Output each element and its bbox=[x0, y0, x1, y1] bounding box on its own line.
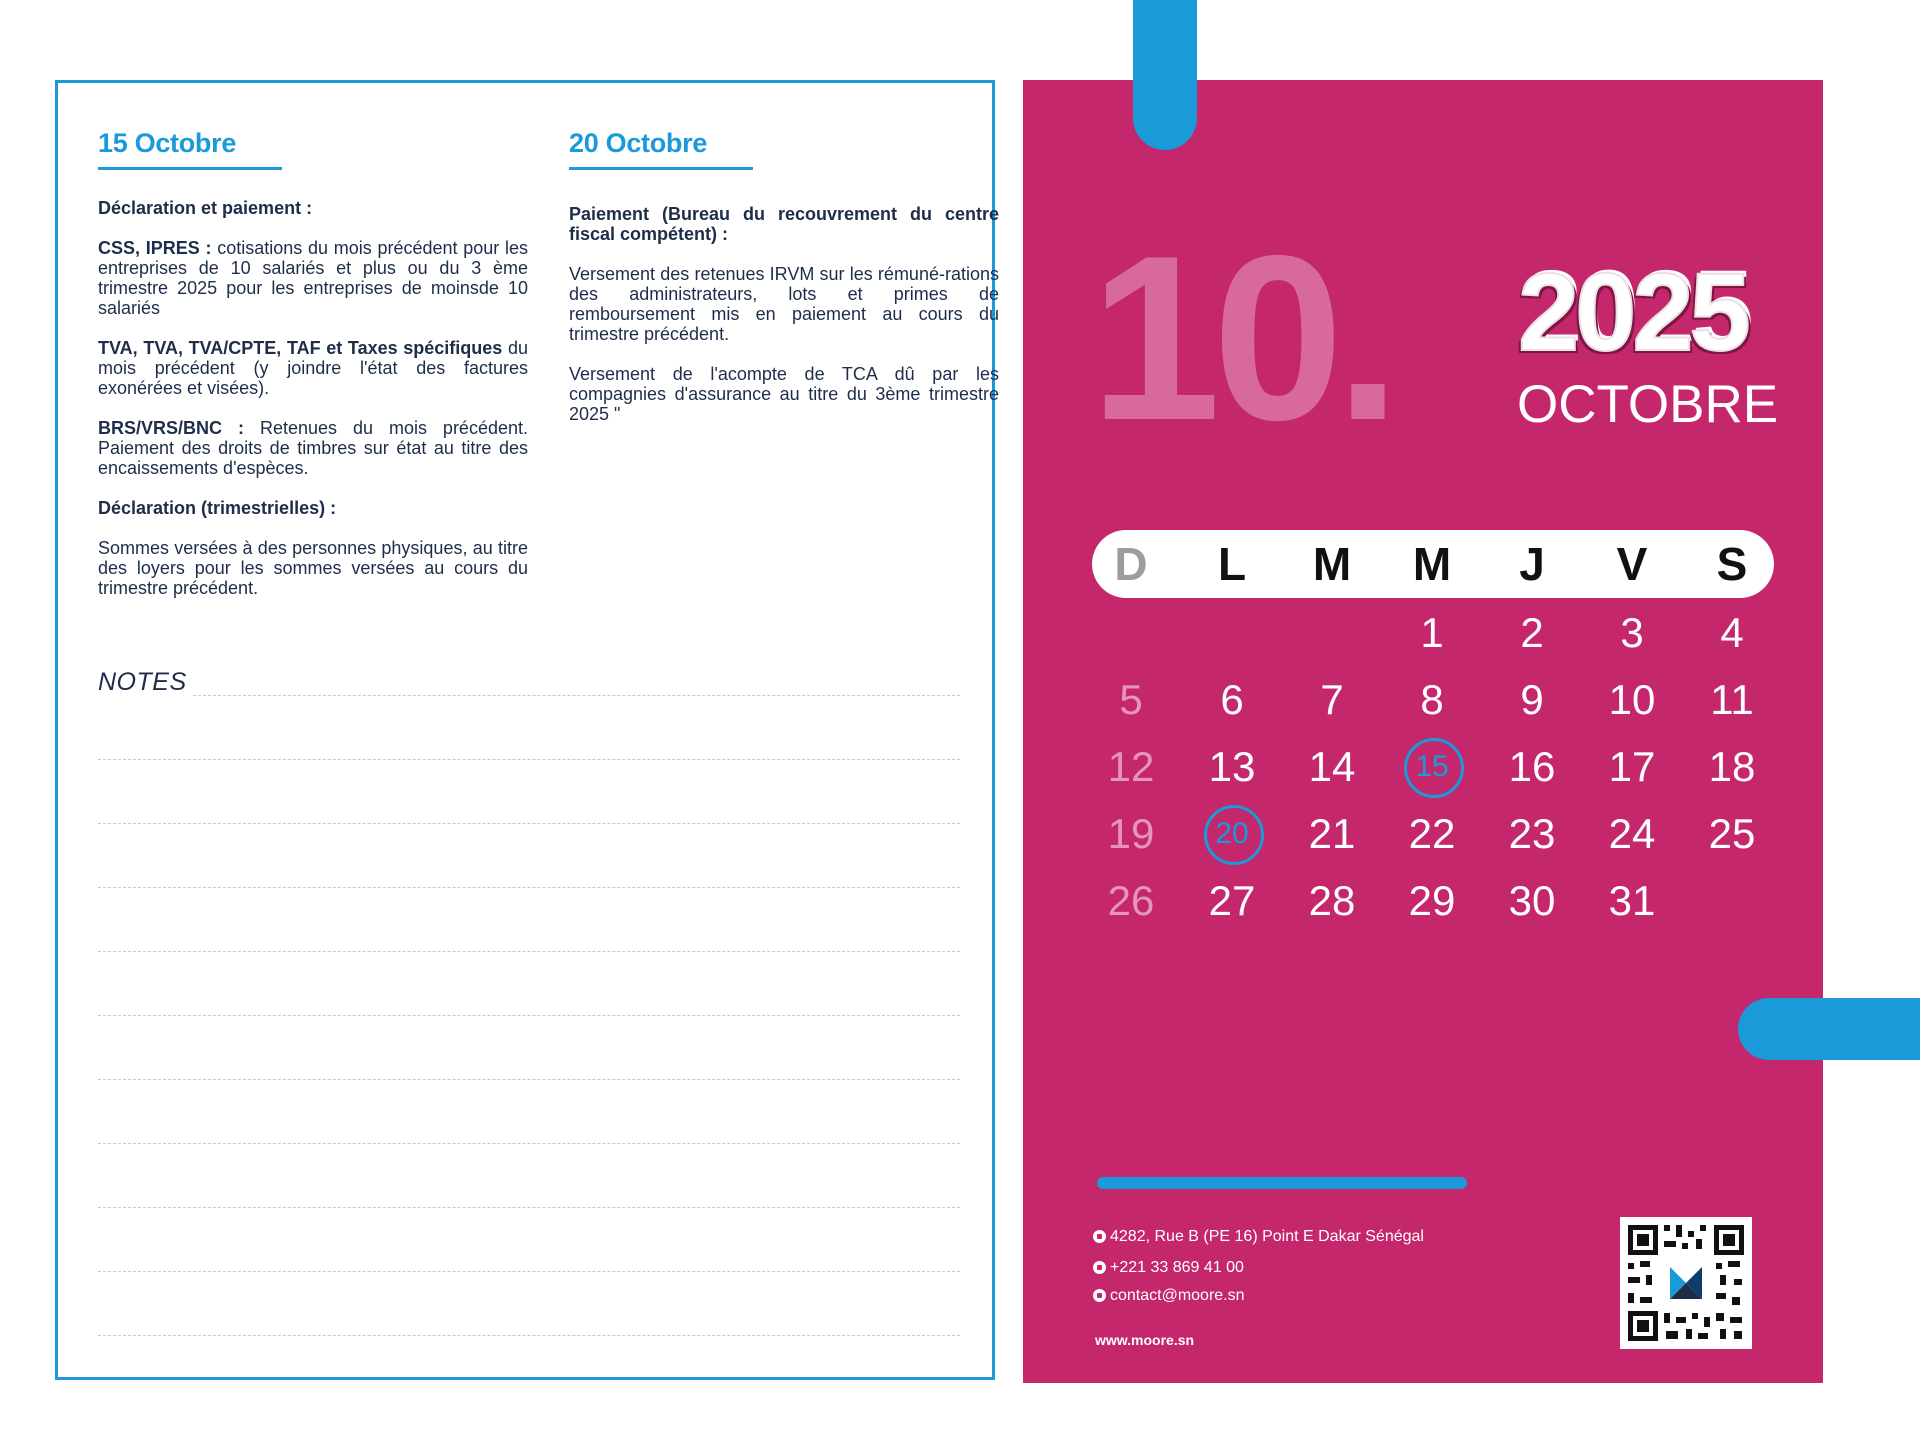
notes-line[interactable] bbox=[98, 951, 960, 952]
notes-line[interactable] bbox=[98, 823, 960, 824]
notes-line[interactable] bbox=[98, 1143, 960, 1144]
calendar-day[interactable]: 8 bbox=[1420, 676, 1444, 723]
deadline-subheading-trimestrielles: Déclaration (trimestrielles) : bbox=[98, 498, 337, 518]
deadline-item-brs: BRS/VRS/BNC : Retenues du mois précédent. Paiement des droits de timbres sur état au titre des encaissements d'espèces. bbox=[98, 418, 528, 478]
notes-line[interactable] bbox=[98, 1207, 960, 1208]
calendar-day[interactable]: 31 bbox=[1608, 877, 1656, 924]
calendar-day[interactable]: 3 bbox=[1620, 609, 1644, 656]
calendar-day[interactable]: 30 bbox=[1508, 877, 1556, 924]
calendar-day[interactable]: 9 bbox=[1520, 676, 1544, 723]
deadline-item-css-ipres: CSS, IPRES : cotisations du mois précédent pour les entreprises de 10 salariés et plus ou du 3 ème trimestre 2025 pour les entreprises de moinsde 10 salariés bbox=[98, 238, 529, 318]
calendar-day[interactable]: 16 bbox=[1508, 743, 1556, 790]
notes-line[interactable] bbox=[98, 1079, 960, 1080]
year-label: 2025 bbox=[1518, 251, 1747, 374]
calendar-day[interactable]: 20 bbox=[1192, 806, 1272, 862]
phone-icon bbox=[1093, 1261, 1106, 1274]
deadline-column-15 bbox=[98, 128, 528, 618]
qr-code-icon bbox=[1620, 1217, 1752, 1349]
calendar-day[interactable]: 25 bbox=[1708, 810, 1756, 857]
calendar-day[interactable]: 6 bbox=[1220, 676, 1244, 723]
weekday-label: S bbox=[1716, 538, 1748, 590]
calendar-day[interactable]: 22 bbox=[1408, 810, 1456, 857]
calendar-day[interactable]: 11 bbox=[1710, 676, 1754, 723]
calendar-day[interactable]: 15 bbox=[1392, 739, 1472, 795]
deadline-item-loyers: Sommes versées à des personnes physiques, au titre des loyers pour les sommes versées au cours du trimestre précédent. bbox=[98, 538, 528, 598]
calendar-day[interactable]: 21 bbox=[1308, 810, 1356, 857]
weekday-label: J bbox=[1519, 538, 1545, 590]
website-link[interactable]: www.moore.sn bbox=[1095, 1332, 1195, 1348]
calendar-day[interactable]: 19 bbox=[1107, 810, 1155, 857]
month-number: 10. bbox=[1090, 206, 1393, 469]
location-icon bbox=[1093, 1230, 1106, 1243]
qr-code[interactable] bbox=[1620, 1217, 1752, 1349]
calendar-day[interactable]: 1 bbox=[1420, 609, 1444, 656]
calendar-day[interactable]: 5 bbox=[1119, 676, 1143, 723]
calendar-day[interactable]: 23 bbox=[1508, 810, 1556, 857]
calendar-day[interactable]: 18 bbox=[1708, 743, 1756, 790]
deadline-item-tca: Versement de l'acompte de TCA dû par les compagnies d'assurance au titre du 3ème trimestre 2025 " bbox=[569, 364, 999, 424]
contact-email[interactable]: contact@moore.sn bbox=[1093, 1285, 1245, 1307]
notes-line[interactable] bbox=[98, 1335, 960, 1336]
mail-icon bbox=[1093, 1289, 1106, 1302]
deadline-item-irvm: Versement des retenues IRVM sur les rémuné-rations des administrateurs, lots et primes de remboursement mis en paiement au cours du trimestre précédent. bbox=[569, 264, 999, 344]
notes-line[interactable] bbox=[98, 759, 960, 760]
binder-tab-top bbox=[1133, 0, 1197, 150]
notes-line[interactable] bbox=[193, 695, 960, 696]
month-name: OCTOBRE bbox=[1517, 375, 1779, 434]
deadline-item-tva: TVA, TVA, TVA/CPTE, TAF et Taxes spécifiques du mois précédent (y joindre l'état des factures exonérées et visées). bbox=[98, 338, 529, 398]
deadline-column-20 bbox=[569, 128, 999, 444]
binder-tab-right bbox=[1738, 998, 1920, 1060]
calendar-day[interactable]: 10 bbox=[1608, 676, 1656, 723]
calendar-day[interactable]: 2 bbox=[1520, 609, 1544, 656]
weekday-label: D bbox=[1114, 538, 1148, 590]
calendar-day[interactable]: 7 bbox=[1320, 676, 1344, 723]
divider-bar bbox=[1097, 1177, 1467, 1189]
calendar-day[interactable]: 29 bbox=[1408, 877, 1456, 924]
weekday-label: M bbox=[1412, 538, 1452, 590]
calendar-day[interactable]: 28 bbox=[1308, 877, 1356, 924]
weekday-header bbox=[1092, 530, 1774, 598]
calendar-day[interactable]: 24 bbox=[1608, 810, 1656, 857]
deadline-subheading: Déclaration et paiement : bbox=[98, 198, 313, 218]
calendar-day[interactable]: 27 bbox=[1208, 877, 1256, 924]
contact-phone[interactable]: +221 33 869 41 00 bbox=[1093, 1257, 1244, 1279]
deadline-heading-20: 20 Octobre bbox=[569, 128, 753, 170]
calendar-day[interactable]: 14 bbox=[1308, 743, 1356, 790]
deadline-subheading-paiement: Paiement (Bureau du recouvrement du centre fiscal compétent) : bbox=[569, 204, 999, 244]
calendar-day[interactable]: 4 bbox=[1720, 609, 1744, 656]
contact-address: 4282, Rue B (PE 16) Point E Dakar Sénégal bbox=[1093, 1226, 1424, 1248]
deadline-heading-15: 15 Octobre bbox=[98, 128, 282, 170]
weekday-label: V bbox=[1616, 538, 1648, 590]
notes-line[interactable] bbox=[98, 1015, 960, 1016]
calendar-day[interactable]: 17 bbox=[1608, 743, 1656, 790]
notes-line[interactable] bbox=[98, 1271, 960, 1272]
calendar-day[interactable]: 13 bbox=[1208, 743, 1256, 790]
calendar-day[interactable]: 26 bbox=[1107, 877, 1155, 924]
calendar-day[interactable]: 12 bbox=[1107, 743, 1155, 790]
notes-label: NOTES bbox=[98, 668, 187, 696]
weekday-label: L bbox=[1217, 538, 1247, 590]
weekday-label: M bbox=[1312, 538, 1352, 590]
notes-line[interactable] bbox=[98, 887, 960, 888]
deadlines-page bbox=[55, 80, 999, 1380]
